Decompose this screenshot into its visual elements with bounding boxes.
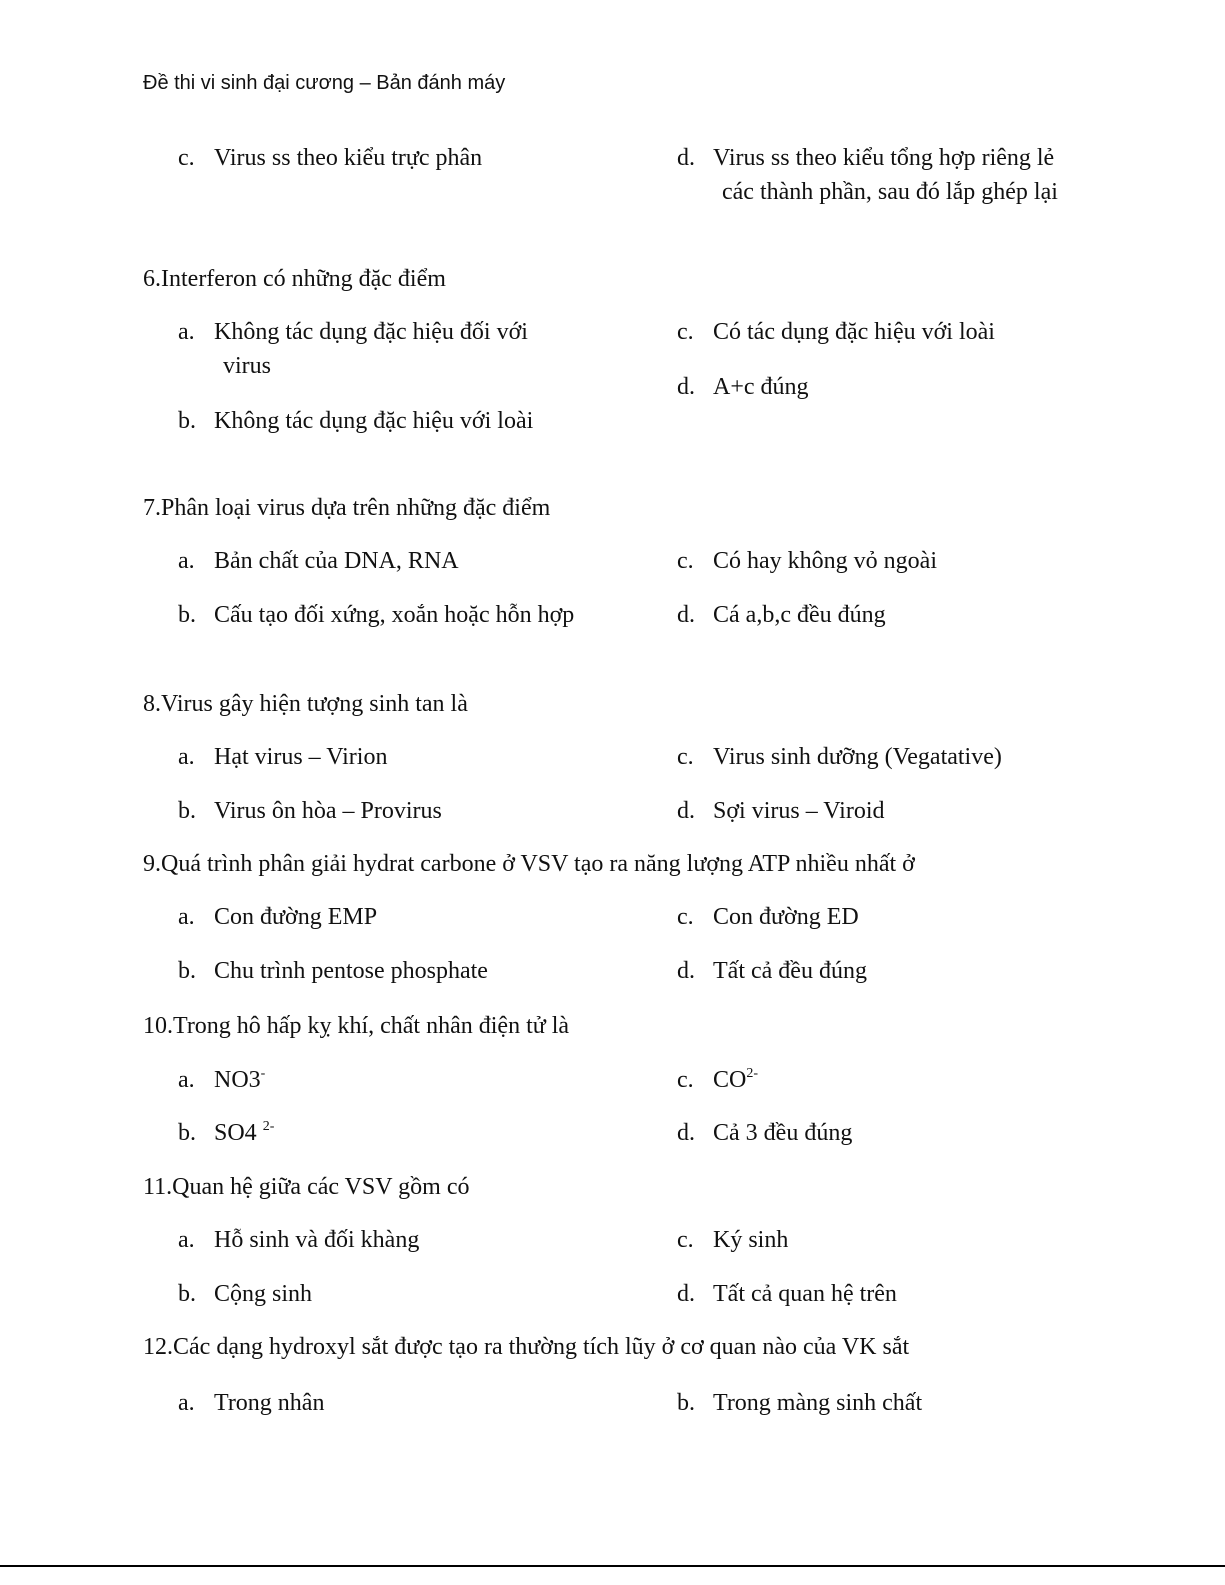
question-12: 12.Các dạng hydroxyl sắt được tạo ra thường tích lũy ở cơ quan nào của VK sắt <box>143 1334 910 1360</box>
option-text <box>677 1063 1077 1097</box>
option-text: Không tác dụng đặc hiệu với loài <box>214 408 534 434</box>
option-text: Hỗ sinh và đối khàng <box>214 1227 420 1253</box>
q7-option-a <box>178 544 578 578</box>
question-11: 11.Quan hệ giữa các VSV gồm có <box>143 1174 470 1200</box>
formula: SO4 <box>214 1120 263 1146</box>
option-letter: b. <box>178 408 196 434</box>
option-letter: c. <box>677 1067 694 1093</box>
option-text: Trong màng sinh chất <box>713 1390 923 1416</box>
option-text: Sợi virus – Viroid <box>713 798 885 824</box>
option-letter: c. <box>677 904 694 930</box>
option-letter: d. <box>677 1120 695 1146</box>
q11-option-d <box>677 1277 1077 1311</box>
q6-option-a <box>178 315 578 383</box>
q11-option-c <box>677 1223 1077 1257</box>
option-letter: a. <box>178 1227 195 1253</box>
q9-option-b <box>178 954 578 988</box>
option-text: Trong nhân <box>214 1390 325 1416</box>
option-text: Bản chất của DNA, RNA <box>214 548 459 574</box>
option-letter: d. <box>677 1281 695 1307</box>
option-text: Virus ss theo kiểu tổng hợp riêng lẻ các thành phần, sau đó lắp ghép lại <box>713 145 1058 205</box>
option-letter: b. <box>178 1120 196 1146</box>
option-letter: a. <box>178 904 195 930</box>
option-letter: d. <box>677 798 695 824</box>
option-letter: c. <box>677 1227 694 1253</box>
q10-option-c <box>677 1063 1077 1097</box>
prev-option-d <box>677 141 1077 209</box>
question-6: 6.Interferon có những đặc điểm <box>143 266 446 292</box>
q9-option-d <box>677 954 1077 988</box>
option-text: Tất cả đều đúng <box>713 958 867 984</box>
formula-charge: - <box>260 1066 266 1081</box>
prev-option-c <box>178 141 578 175</box>
option-letter: c. <box>677 548 694 574</box>
formula-charge: 2- <box>262 1119 275 1134</box>
option-text: Có hay không vỏ ngoài <box>713 548 937 574</box>
option-letter: a. <box>178 744 195 770</box>
option-letter: a. <box>178 548 195 574</box>
option-letter: b. <box>178 602 196 628</box>
option-letter: b. <box>178 958 196 984</box>
option-text: Tất cả quan hệ trên <box>713 1281 897 1307</box>
option-text: Cấu tạo đối xứng, xoắn hoặc hỗn hợp <box>214 602 575 628</box>
q8-option-d <box>677 794 1077 828</box>
option-letter: c. <box>677 319 694 345</box>
formula: NO3 <box>214 1067 261 1093</box>
option-text: Virus sinh dưỡng (Vegatative) <box>713 744 1002 770</box>
q9-option-a <box>178 900 578 934</box>
question-10: 10.Trong hô hấp kỵ khí, chất nhân điện tử là <box>143 1013 570 1039</box>
option-letter: b. <box>677 1390 695 1416</box>
option-letter: b. <box>178 1281 196 1307</box>
option-text: Chu trình pentose phosphate <box>214 958 488 984</box>
formula: CO <box>713 1067 747 1093</box>
option-text: Cá a,b,c đều đúng <box>713 602 886 628</box>
q7-option-b <box>178 598 578 632</box>
q6-option-c <box>677 315 1077 349</box>
option-letter: d. <box>677 602 695 628</box>
option-text: Có tác dụng đặc hiệu với loài <box>713 319 995 345</box>
option-letter: c. <box>178 145 195 171</box>
q10-option-b <box>178 1116 578 1150</box>
q7-option-c <box>677 544 1077 578</box>
q7-option-d <box>677 598 1077 632</box>
question-7: 7.Phân loại virus dựa trên những đặc điểm <box>143 495 551 521</box>
q8-option-b <box>178 794 578 828</box>
option-text: A+c đúng <box>713 374 809 400</box>
option-text: Hạt virus – Virion <box>214 744 388 770</box>
option-text: Cả 3 đều đúng <box>713 1120 853 1146</box>
q9-option-c <box>677 900 1077 934</box>
q10-option-a <box>178 1063 578 1097</box>
option-text: Con đường ED <box>713 904 859 930</box>
option-text: Không tác dụng đặc hiệu đối với virus <box>214 319 528 379</box>
option-text: Virus ôn hòa – Provirus <box>214 798 442 824</box>
page-header: Đề thi vi sinh đại cương – Bản đánh máy <box>143 72 506 94</box>
option-letter: a. <box>178 1067 195 1093</box>
page-divider <box>0 1565 1225 1567</box>
option-letter: a. <box>178 319 195 345</box>
option-text <box>178 1116 578 1150</box>
option-letter: d. <box>677 374 695 400</box>
q12-option-a <box>178 1386 578 1420</box>
q6-option-b <box>178 404 578 438</box>
option-letter: c. <box>677 744 694 770</box>
option-text: Ký sinh <box>713 1227 789 1253</box>
option-letter: d. <box>677 145 695 171</box>
option-text: Cộng sinh <box>214 1281 313 1307</box>
option-letter: b. <box>178 798 196 824</box>
q6-option-d <box>677 370 1077 404</box>
option-text: Con đường EMP <box>214 904 378 930</box>
formula-charge: 2- <box>746 1066 759 1081</box>
q8-option-c <box>677 740 1077 774</box>
option-text: Virus ss theo kiểu trực phân <box>214 145 483 171</box>
q11-option-b <box>178 1277 578 1311</box>
q11-option-a <box>178 1223 578 1257</box>
question-8: 8.Virus gây hiện tượng sinh tan là <box>143 691 468 717</box>
q8-option-a <box>178 740 578 774</box>
option-letter: d. <box>677 958 695 984</box>
q10-option-d <box>677 1116 1077 1150</box>
question-9: 9.Quá trình phân giải hydrat carbone ở VSV tạo ra năng lượng ATP nhiều nhất ở <box>143 851 915 877</box>
option-letter: a. <box>178 1390 195 1416</box>
q12-option-b <box>677 1386 1077 1420</box>
option-text <box>178 1063 578 1097</box>
